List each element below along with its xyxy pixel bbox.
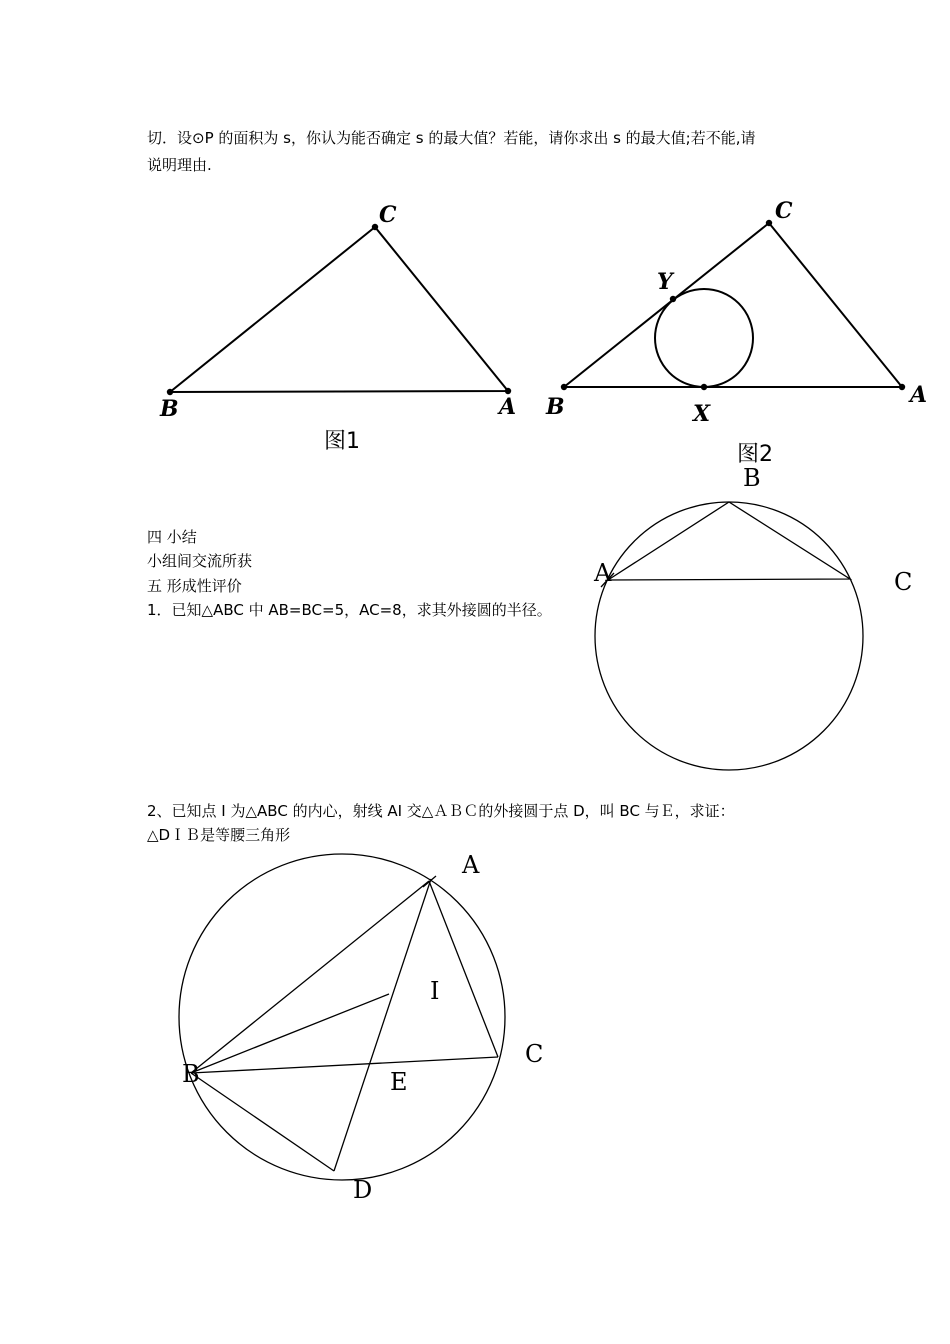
figure-3-label-A: A: [594, 559, 612, 587]
figure-4-line-BC: [191, 1057, 498, 1073]
figure-1-label-C: C: [379, 202, 397, 228]
figure-2-triangle: [564, 223, 902, 387]
figure-2-label-A: A: [910, 382, 928, 408]
section-4-title: 四 小结: [147, 528, 197, 546]
figure-4-line-AD: [334, 879, 431, 1171]
figure-2-point-B: [561, 384, 567, 390]
section-5-title: 五 形成性评价: [147, 577, 242, 595]
figure-4-label-B: B: [182, 1060, 200, 1088]
figure-4-label-D: D: [353, 1176, 373, 1204]
figure-1-triangle: [170, 227, 508, 392]
figure-3-circle: [595, 502, 863, 770]
question-2-line-2: △DＩＢ是等腰三角形: [147, 826, 291, 844]
figure-4-circle: [179, 854, 505, 1180]
figure-4-label-C: C: [525, 1040, 544, 1068]
problem-text-line-1: 切．设⊙P 的面积为 s，你认为能否确定 s 的最大值？若能，请你求出 s 的最大值;若不能,请: [147, 129, 756, 147]
figure-4-line-BA: [191, 881, 429, 1073]
figure-1-label-B: B: [160, 396, 179, 422]
figure-3-label-B: B: [743, 464, 761, 492]
figure-1-point-B: [167, 389, 173, 395]
figure-2-point-C: [766, 220, 772, 226]
figure-2-circle: [655, 289, 753, 387]
problem-text-line-2: 说明理由.: [147, 156, 212, 174]
question-1: 1．已知△ABC 中 AB=BC=5，AC=8，求其外接圆的半径。: [147, 601, 552, 619]
figure-3-triangle: [608, 502, 850, 580]
figure-4-label-I: I: [430, 977, 440, 1005]
figure-4-label-A: A: [462, 851, 480, 879]
figure-4-line-BI: [191, 994, 389, 1073]
figure-2-caption: 图2: [737, 442, 773, 467]
figure-4-line-BD: [191, 1073, 334, 1171]
section-4-body: 小组间交流所获: [147, 552, 253, 570]
figure-2-point-Y: [670, 296, 676, 302]
figure-2-label-B: B: [546, 394, 565, 420]
figure-2-label-C: C: [775, 198, 793, 224]
figure-3-label-C: C: [894, 568, 913, 596]
figure-2-label-X: X: [693, 401, 711, 427]
figure-4-label-E: E: [390, 1068, 408, 1096]
question-2-line-1: 2、已知点 I 为△ABC 的内心，射线 AI 交△ＡＢＣ的外接圆于点 D，叫 BC 与Ｅ，求证：: [147, 802, 735, 820]
figure-2-point-X: [701, 384, 707, 390]
figure-1-point-C: [372, 224, 378, 230]
figure-1-caption: 图1: [324, 429, 360, 454]
figure-2-label-Y: Y: [657, 269, 673, 295]
figure-2-point-A: [899, 384, 905, 390]
figure-1-label-A: A: [499, 394, 517, 420]
